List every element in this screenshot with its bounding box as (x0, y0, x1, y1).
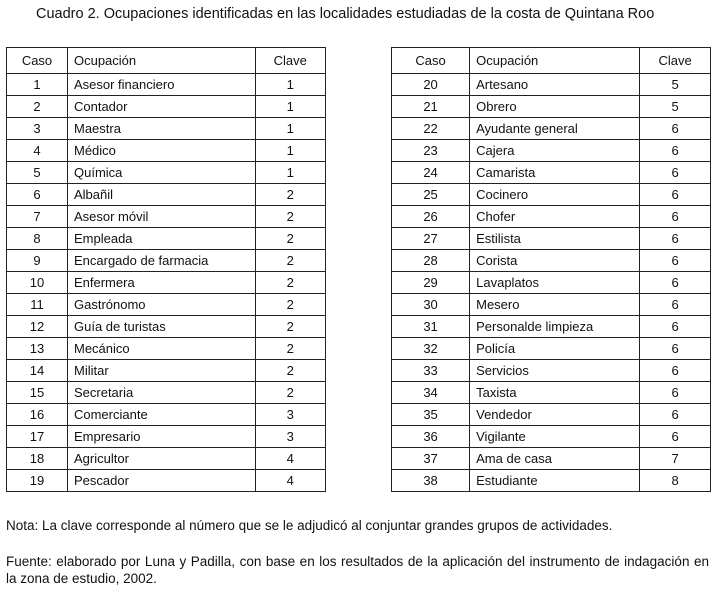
cell-clave: 6 (640, 162, 711, 184)
cell-ocupacion: Ama de casa (470, 448, 640, 470)
cell-clave: 7 (640, 448, 711, 470)
cell-ocupacion: Vigilante (470, 426, 640, 448)
cell-ocupacion: Química (67, 162, 255, 184)
cell-ocupacion: Empleada (67, 228, 255, 250)
cell-clave: 1 (255, 162, 325, 184)
cell-clave: 2 (255, 294, 325, 316)
cell-caso: 14 (7, 360, 68, 382)
table-row (392, 404, 711, 426)
cell-clave: 2 (255, 184, 325, 206)
table-row (7, 338, 326, 360)
cell-ocupacion: Mecánico (67, 338, 255, 360)
table-row (392, 250, 711, 272)
cell-clave: 2 (255, 206, 325, 228)
cell-clave: 6 (640, 184, 711, 206)
cell-ocupacion: Comerciante (67, 404, 255, 426)
cell-caso: 31 (392, 316, 470, 338)
cell-clave: 6 (640, 250, 711, 272)
occupations-table-right (391, 47, 711, 492)
cell-ocupacion: Albañil (67, 184, 255, 206)
cell-ocupacion: Pescador (67, 470, 255, 492)
cell-ocupacion: Militar (67, 360, 255, 382)
table-row (7, 448, 326, 470)
cell-ocupacion: Ayudante general (470, 118, 640, 140)
table-row (7, 294, 326, 316)
cell-clave: 4 (255, 470, 325, 492)
cell-ocupacion: Obrero (470, 96, 640, 118)
cell-clave: 2 (255, 272, 325, 294)
cell-ocupacion: Maestra (67, 118, 255, 140)
cell-clave: 6 (640, 140, 711, 162)
cell-caso: 13 (7, 338, 68, 360)
cell-clave: 6 (640, 360, 711, 382)
cell-clave: 2 (255, 338, 325, 360)
cell-clave: 2 (255, 360, 325, 382)
table-row (7, 228, 326, 250)
cell-ocupacion: Artesano (470, 74, 640, 96)
cell-caso: 35 (392, 404, 470, 426)
cell-caso: 34 (392, 382, 470, 404)
cell-caso: 30 (392, 294, 470, 316)
cell-ocupacion: Camarista (470, 162, 640, 184)
cell-caso: 16 (7, 404, 68, 426)
table-header-row (392, 48, 711, 74)
table-row (7, 162, 326, 184)
table-row (7, 272, 326, 294)
table-row (392, 140, 711, 162)
cell-clave: 6 (640, 404, 711, 426)
cell-caso: 22 (392, 118, 470, 140)
cell-clave: 3 (255, 426, 325, 448)
header-caso: Caso (7, 48, 68, 74)
cell-caso: 6 (7, 184, 68, 206)
cell-caso: 24 (392, 162, 470, 184)
table-row (392, 294, 711, 316)
cell-clave: 6 (640, 228, 711, 250)
cell-ocupacion: Vendedor (470, 404, 640, 426)
cell-ocupacion: Corista (470, 250, 640, 272)
cell-ocupacion: Empresario (67, 426, 255, 448)
cell-ocupacion: Mesero (470, 294, 640, 316)
table-row (392, 338, 711, 360)
table-title: Cuadro 2. Ocupaciones identificadas en las localidades estudiadas de la costa de Quintana Roo (36, 6, 655, 22)
header-caso: Caso (392, 48, 470, 74)
cell-clave: 2 (255, 382, 325, 404)
table-row (7, 96, 326, 118)
table-row (7, 118, 326, 140)
table-row (7, 140, 326, 162)
cell-caso: 9 (7, 250, 68, 272)
table-row (392, 118, 711, 140)
cell-caso: 3 (7, 118, 68, 140)
cell-clave: 8 (640, 470, 711, 492)
cell-caso: 11 (7, 294, 68, 316)
table-row (7, 74, 326, 96)
table-row (392, 316, 711, 338)
table-row (392, 228, 711, 250)
cell-caso: 37 (392, 448, 470, 470)
cell-ocupacion: Agricultor (67, 448, 255, 470)
cell-ocupacion: Chofer (470, 206, 640, 228)
cell-clave: 6 (640, 294, 711, 316)
header-clave: Clave (640, 48, 711, 74)
cell-ocupacion: Asesor móvil (67, 206, 255, 228)
table-row (392, 382, 711, 404)
cell-caso: 26 (392, 206, 470, 228)
cell-caso: 25 (392, 184, 470, 206)
table-row (7, 360, 326, 382)
cell-ocupacion: Cajera (470, 140, 640, 162)
cell-caso: 5 (7, 162, 68, 184)
table-row (392, 360, 711, 382)
cell-clave: 1 (255, 118, 325, 140)
table-row (7, 184, 326, 206)
table-row (392, 448, 711, 470)
cell-clave: 2 (255, 250, 325, 272)
cell-clave: 5 (640, 96, 711, 118)
cell-clave: 6 (640, 426, 711, 448)
cell-ocupacion: Gastrónomo (67, 294, 255, 316)
cell-clave: 1 (255, 140, 325, 162)
table-row (392, 426, 711, 448)
table-row (7, 316, 326, 338)
header-clave: Clave (255, 48, 325, 74)
table-row (392, 74, 711, 96)
cell-caso: 12 (7, 316, 68, 338)
cell-clave: 6 (640, 316, 711, 338)
cell-caso: 32 (392, 338, 470, 360)
cell-caso: 20 (392, 74, 470, 96)
cell-caso: 17 (7, 426, 68, 448)
table-row (7, 382, 326, 404)
cell-caso: 2 (7, 96, 68, 118)
cell-caso: 29 (392, 272, 470, 294)
header-ocupacion: Ocupación (67, 48, 255, 74)
cell-caso: 1 (7, 74, 68, 96)
table-note: Nota: La clave corresponde al número que se le adjudicó al conjuntar grandes grupos de actividades. (6, 518, 613, 533)
cell-clave: 4 (255, 448, 325, 470)
cell-clave: 6 (640, 338, 711, 360)
cell-clave: 6 (640, 206, 711, 228)
cell-ocupacion: Cocinero (470, 184, 640, 206)
cell-ocupacion: Personalde limpieza (470, 316, 640, 338)
cell-caso: 10 (7, 272, 68, 294)
table-source: Fuente: elaborado por Luna y Padilla, con base en los resultados de la aplicación del instrumento de indagación en la zona de estudio, 2002. (6, 554, 709, 586)
cell-ocupacion: Lavaplatos (470, 272, 640, 294)
cell-ocupacion: Estudiante (470, 470, 640, 492)
cell-ocupacion: Estilista (470, 228, 640, 250)
table-row (392, 272, 711, 294)
cell-caso: 19 (7, 470, 68, 492)
table-row (7, 250, 326, 272)
cell-clave: 2 (255, 316, 325, 338)
cell-caso: 4 (7, 140, 68, 162)
cell-clave: 3 (255, 404, 325, 426)
table-row (7, 206, 326, 228)
cell-ocupacion: Servicios (470, 360, 640, 382)
table-row (7, 470, 326, 492)
table-header-row (7, 48, 326, 74)
cell-ocupacion: Secretaria (67, 382, 255, 404)
cell-clave: 1 (255, 74, 325, 96)
table-row (7, 404, 326, 426)
cell-caso: 18 (7, 448, 68, 470)
cell-clave: 6 (640, 118, 711, 140)
cell-ocupacion: Médico (67, 140, 255, 162)
cell-ocupacion: Policía (470, 338, 640, 360)
cell-caso: 36 (392, 426, 470, 448)
cell-ocupacion: Encargado de farmacia (67, 250, 255, 272)
cell-clave: 1 (255, 96, 325, 118)
cell-caso: 38 (392, 470, 470, 492)
cell-clave: 2 (255, 228, 325, 250)
cell-ocupacion: Enfermera (67, 272, 255, 294)
cell-caso: 28 (392, 250, 470, 272)
table-row (392, 96, 711, 118)
cell-clave: 6 (640, 272, 711, 294)
cell-clave: 6 (640, 382, 711, 404)
cell-caso: 21 (392, 96, 470, 118)
table-row (392, 470, 711, 492)
table-row (7, 426, 326, 448)
cell-ocupacion: Taxista (470, 382, 640, 404)
cell-ocupacion: Guía de turistas (67, 316, 255, 338)
occupations-table-left (6, 47, 326, 492)
cell-clave: 5 (640, 74, 711, 96)
cell-caso: 7 (7, 206, 68, 228)
cell-caso: 23 (392, 140, 470, 162)
cell-caso: 8 (7, 228, 68, 250)
table-row (392, 206, 711, 228)
table-row (392, 162, 711, 184)
cell-caso: 27 (392, 228, 470, 250)
cell-ocupacion: Asesor financiero (67, 74, 255, 96)
table-row (392, 184, 711, 206)
cell-caso: 33 (392, 360, 470, 382)
cell-caso: 15 (7, 382, 68, 404)
cell-ocupacion: Contador (67, 96, 255, 118)
header-ocupacion: Ocupación (470, 48, 640, 74)
